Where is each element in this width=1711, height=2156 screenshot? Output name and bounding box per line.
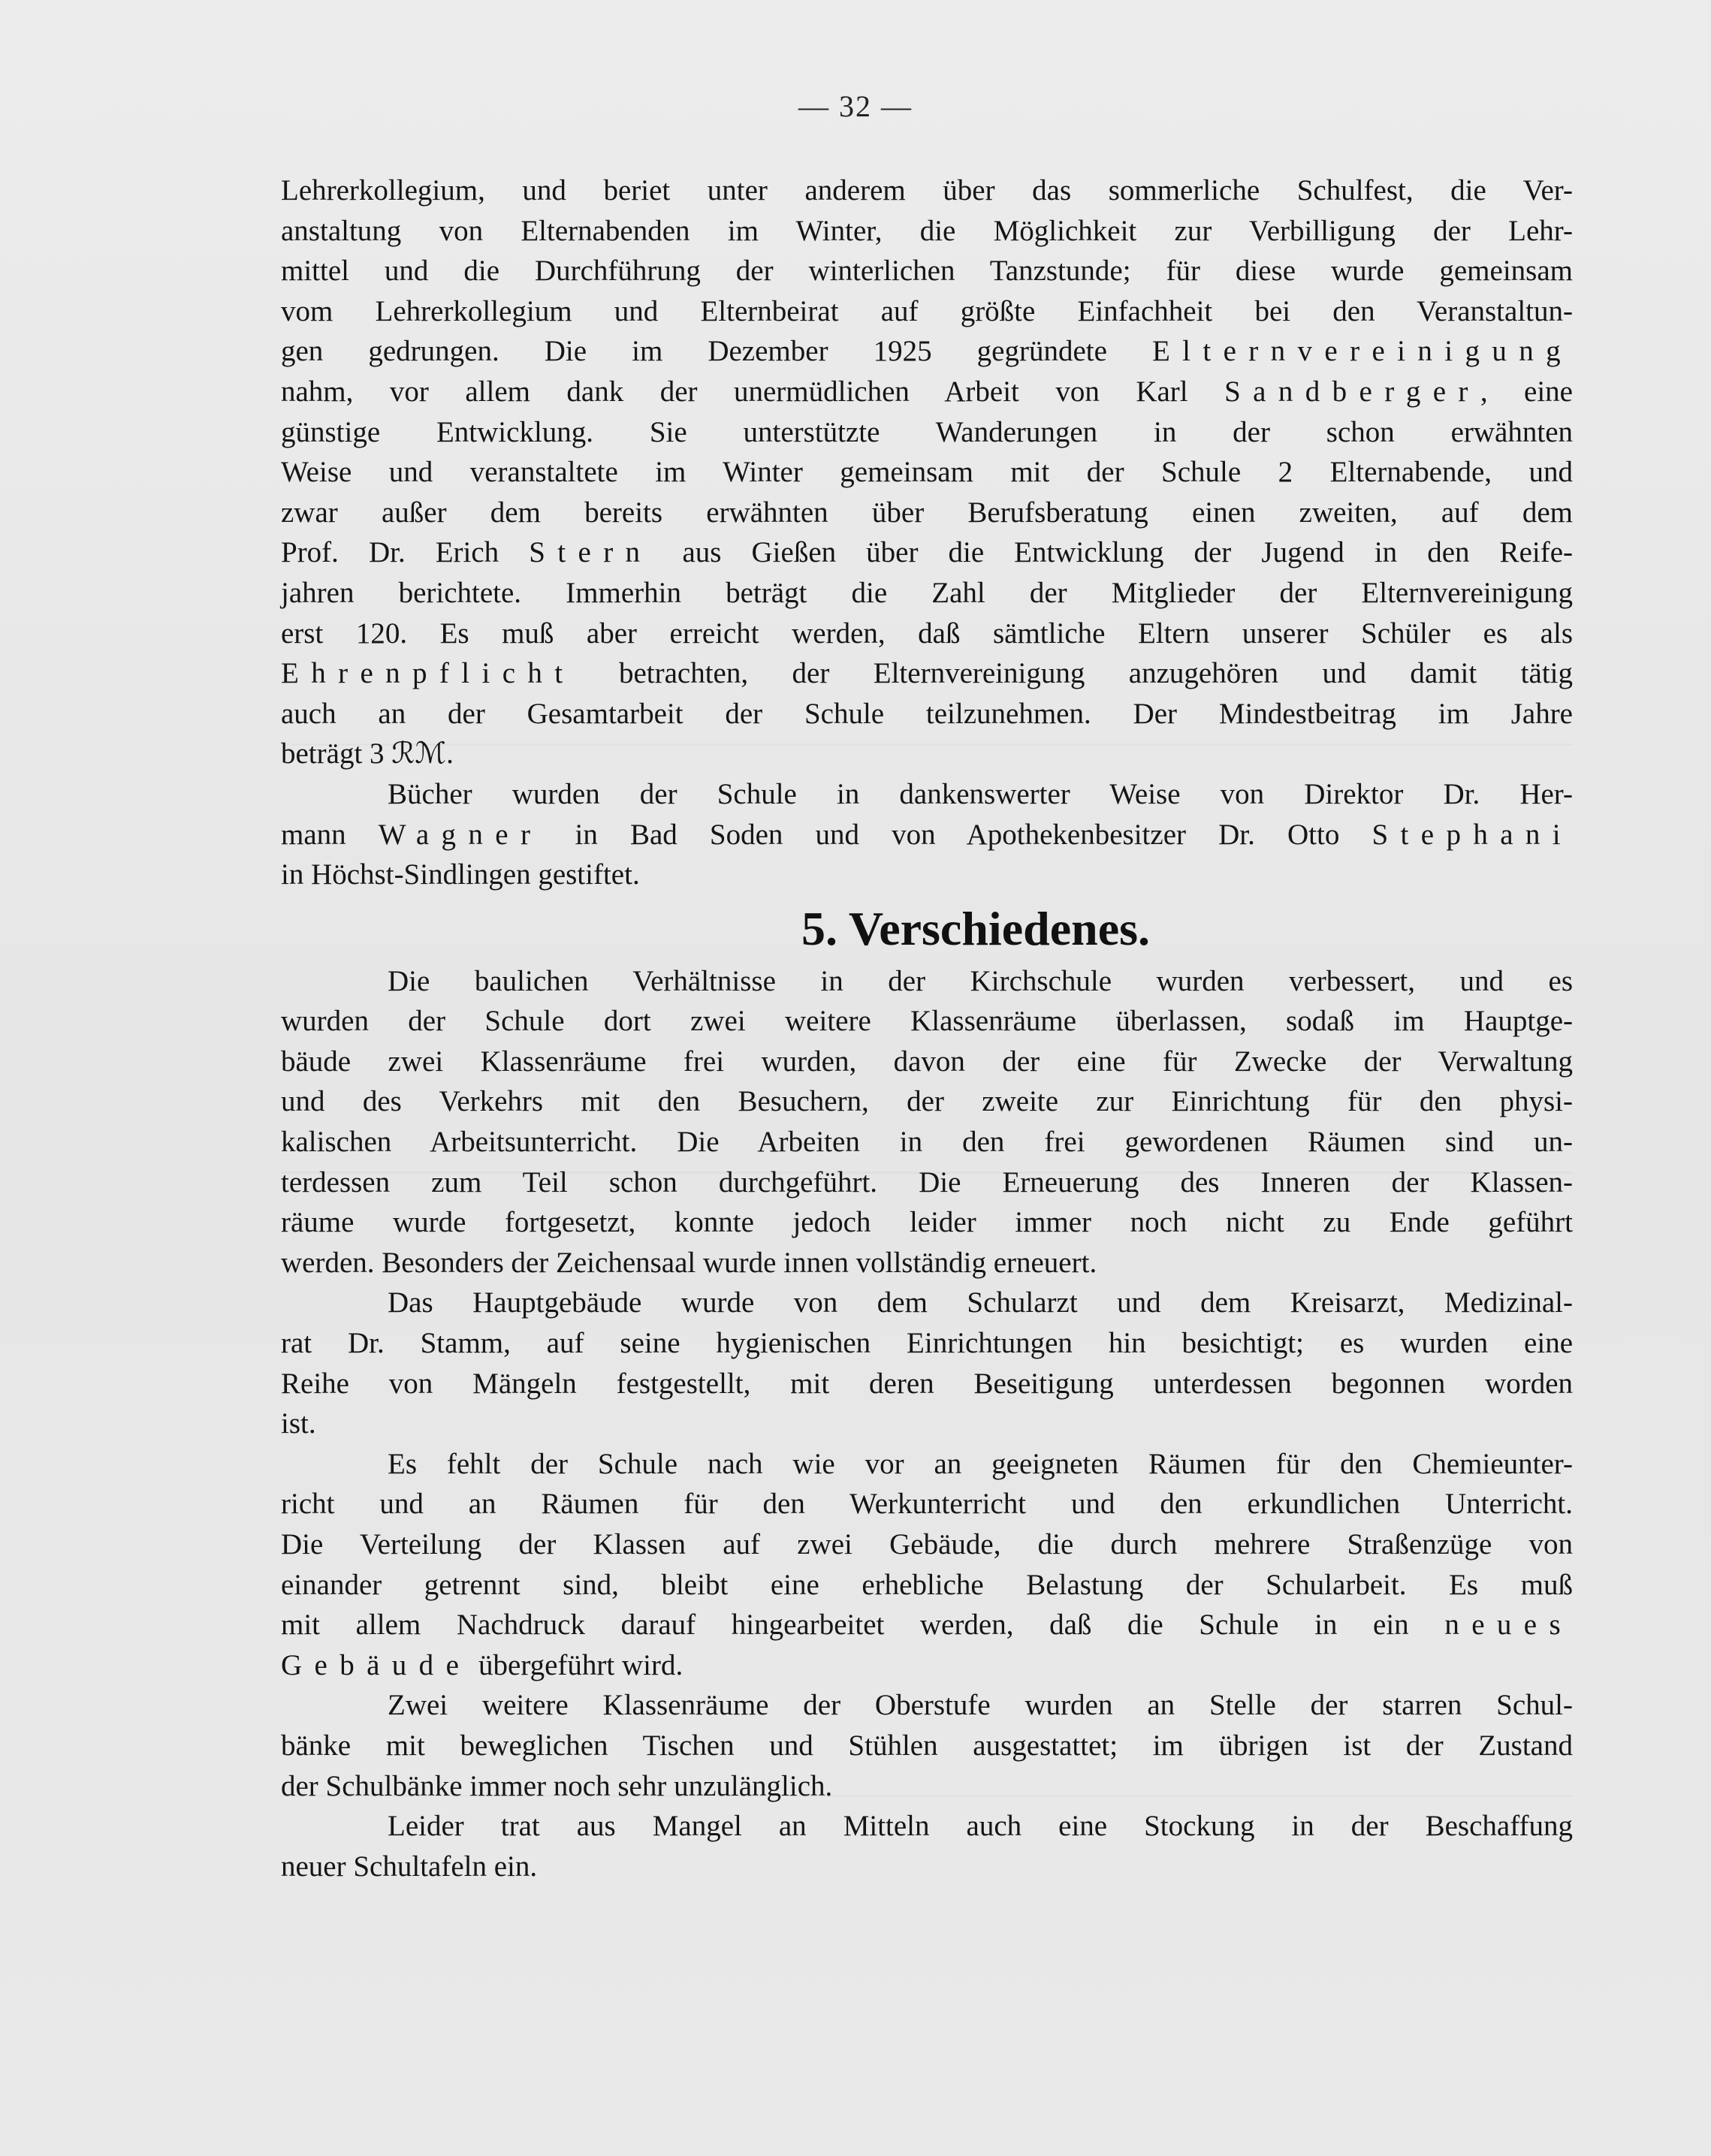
text-line: zwar außer dem bereits erwähnten über Berufsberatung einen zweiten, auf dem bbox=[281, 496, 1573, 529]
text-line: Das Hauptgebäude wurde von dem Schularzt und dem Kreisarzt, Medizinal- bbox=[388, 1286, 1573, 1319]
text-line: Die Verteilung der Klassen auf zwei Gebäude, die durch mehrere Straßenzüge von bbox=[281, 1528, 1573, 1560]
text-fragment: nahm, vor allem dank der unermüdlichen Arbeit von Karl bbox=[281, 375, 1188, 408]
text-line: Es fehlt der Schule nach wie vor an geeigneten Räumen für den Chemieunter- bbox=[388, 1447, 1573, 1480]
text-line bbox=[281, 1645, 1573, 1686]
text-line bbox=[281, 815, 1573, 855]
text-line: Leider trat aus Mangel an Mitteln auch eine Stockung in der Beschaffung bbox=[388, 1810, 1573, 1843]
text-line bbox=[281, 331, 1573, 372]
text-line: ist. bbox=[281, 1407, 316, 1440]
text-line bbox=[281, 653, 1573, 694]
page-number: — 32 — bbox=[798, 89, 913, 123]
text-line: Die baulichen Verhältnisse in der Kirchschule wurden verbessert, und es bbox=[388, 964, 1573, 997]
text-fragment: mit allem Nachdruck darauf hingearbeitet werden, daß die Schule in ein bbox=[281, 1609, 1409, 1642]
text-line: in Höchst-Sindlingen gestiftet. bbox=[281, 858, 640, 891]
spaced-emphasis: Stern bbox=[529, 536, 653, 569]
text-line: räume wurde fortgesetzt, konnte jedoch leider immer noch nicht zu Ende geführt bbox=[281, 1206, 1573, 1239]
spaced-emphasis: Elternvereinigung bbox=[1151, 335, 1573, 368]
text-line: rat Dr. Stamm, auf seine hygienischen Einrichtungen hin besichtigt; es wurden eine bbox=[281, 1327, 1573, 1360]
text-fragment: mann bbox=[281, 818, 346, 851]
body-text bbox=[281, 170, 1573, 1886]
paragraph-elternvereinigung bbox=[281, 170, 1573, 774]
paragraph-raumnot bbox=[281, 1444, 1573, 1686]
text-line bbox=[281, 1605, 1573, 1645]
paragraph-schulbaenke bbox=[281, 1685, 1573, 1806]
text-line: kalischen Arbeitsunterricht. Die Arbeiten in den frei gewordenen Räumen sind un- bbox=[281, 1126, 1573, 1159]
text-line: terdessen zum Teil schon durchgeführt. Die Erneuerung des Inneren der Klassen- bbox=[281, 1165, 1573, 1199]
text-line: anstaltung von Elternabenden im Winter, die Möglichkeit zur Verbilligung der Lehr- bbox=[281, 214, 1573, 247]
paragraph-hygiene bbox=[281, 1283, 1573, 1443]
spaced-emphasis: Ehrenpflicht bbox=[281, 657, 575, 690]
text-line: Weise und veranstaltete im Winter gemeinsam mit der Schule 2 Elternabende, und bbox=[281, 456, 1573, 489]
text-line: der Schulbänke immer noch sehr unzulänglich. bbox=[281, 1769, 833, 1802]
text-line: werden. Besonders der Zeichensaal wurde innen vollständig erneuert. bbox=[281, 1246, 1097, 1279]
text-line: günstige Entwicklung. Sie unterstützte Wanderungen in der schon erwähnten bbox=[281, 415, 1573, 448]
text-line: bänke mit beweglichen Tischen und Stühlen ausgestattet; im übrigen ist der Zustand bbox=[281, 1729, 1573, 1762]
text-line bbox=[281, 372, 1573, 412]
text-fragment: gen gedrungen. Die im Dezember 1925 gegründete bbox=[281, 335, 1107, 368]
spaced-emphasis: Gebäude bbox=[281, 1648, 472, 1681]
text-line bbox=[281, 532, 1573, 573]
text-fragment: , eine bbox=[1480, 375, 1573, 408]
text-line: richt und an Räumen für den Werkunterricht und den erkundlichen Unterricht. bbox=[281, 1488, 1573, 1521]
text-line: auch an der Gesamtarbeit der Schule teilzunehmen. Der Mindestbeitrag im Jahre bbox=[281, 697, 1573, 730]
text-fragment: betrachten, der Elternvereinigung anzugehören und damit tätig bbox=[618, 657, 1573, 690]
spaced-emphasis: Sandberger bbox=[1224, 375, 1480, 408]
text-line: vom Lehrerkollegium und Elternbeirat auf größte Einfachheit bei den Veranstaltun- bbox=[281, 294, 1573, 327]
text-line: beträgt 3 ℛℳ. bbox=[281, 737, 454, 770]
text-fragment: in Bad Soden und von Apothekenbesitzer Dr. Otto bbox=[575, 818, 1340, 851]
paragraph-buecherspenden bbox=[281, 774, 1573, 895]
text-line: einander getrennt sind, bleibt eine erhebliche Belastung der Schularbeit. Es muß bbox=[281, 1568, 1573, 1601]
text-line: bäude zwei Klassenräume frei wurden, davon der eine für Zwecke der Verwaltung bbox=[281, 1045, 1573, 1078]
text-line: Lehrerkollegium, und beriet unter anderem über das sommerliche Schulfest, die Ver- bbox=[281, 174, 1573, 207]
text-line: Reihe von Mängeln festgestellt, mit deren Beseitigung unterdessen begonnen worden bbox=[281, 1367, 1573, 1400]
text-line: wurden der Schule dort zwei weitere Klassenräume überlassen, sodaß im Hauptge- bbox=[281, 1005, 1573, 1038]
paragraph-schultafeln bbox=[281, 1806, 1573, 1886]
text-line: erst 120. Es muß aber erreicht werden, daß sämtliche Eltern unserer Schüler es als bbox=[281, 617, 1573, 650]
spaced-emphasis: neues bbox=[1444, 1609, 1574, 1642]
text-fragment: aus Gießen über die Entwicklung der Jugend in den Reife- bbox=[682, 536, 1573, 569]
text-line: jahren berichtete. Immerhin beträgt die Zahl der Mitglieder der Elternvereinigung bbox=[281, 576, 1573, 609]
paragraph-bauliche-verhaeltnisse bbox=[281, 961, 1573, 1283]
text-line: Bücher wurden der Schule in dankenswerter Weise von Direktor Dr. Her- bbox=[388, 777, 1573, 810]
spaced-emphasis: Stephani bbox=[1372, 818, 1573, 851]
text-line: und des Verkehrs mit den Besuchern, der zweite zur Einrichtung für den physi- bbox=[281, 1085, 1573, 1118]
spaced-emphasis: Wagner bbox=[378, 818, 543, 851]
text-line: mittel und die Durchführung der winterlichen Tanzstunde; für diese wurde gemeinsam bbox=[281, 255, 1573, 288]
text-line: neuer Schultafeln ein. bbox=[281, 1850, 538, 1883]
text-line: Zwei weitere Klassenräume der Oberstufe wurden an Stelle der starren Schul- bbox=[388, 1689, 1573, 1722]
text-fragment: Prof. Dr. Erich bbox=[281, 536, 499, 569]
text-fragment: übergeführt wird. bbox=[478, 1648, 683, 1681]
section-heading: 5. Verschiedenes. bbox=[801, 901, 1150, 955]
